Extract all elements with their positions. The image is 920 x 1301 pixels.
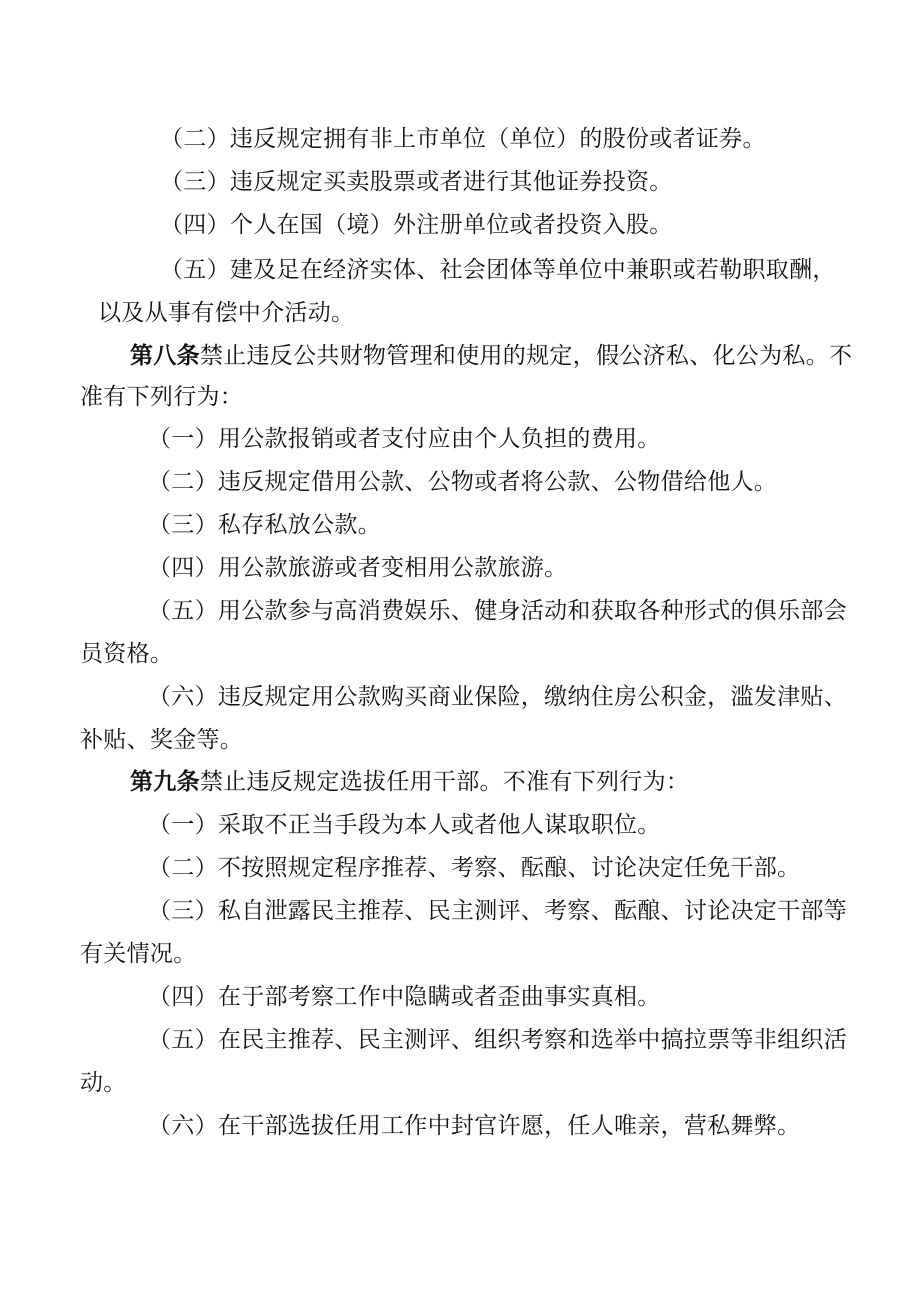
item-4-overseas: （四）个人在国（境）外注册单位或者投资入股。 bbox=[160, 212, 673, 238]
article-8-label: 第八条 bbox=[130, 343, 200, 369]
item-5-continuation: 以及从事有偿中介活动。 bbox=[98, 300, 355, 326]
a8-item-1: （一）用公款报销或者支付应由个人负担的费用。 bbox=[148, 426, 661, 452]
a8-item-6-continuation: 补贴、奖金等。 bbox=[80, 727, 244, 753]
article-8-continuation: 准有下列行为： bbox=[80, 384, 244, 410]
item-2-securities: （二）违反规定拥有非上市单位（单位）的股份或者证券。 bbox=[160, 126, 766, 152]
article-8-text: 禁止违反公共财物管理和使用的规定，假公济私、化公为私。不 bbox=[199, 343, 853, 369]
a9-item-3: （三）私自泄露民主推荐、民主测评、考察、酝酿、讨论决定干部等 bbox=[148, 898, 847, 924]
a9-item-5-continuation: 动。 bbox=[80, 1070, 127, 1096]
a8-item-2: （二）违反规定借用公款、公物或者将公款、公物借给他人。 bbox=[148, 469, 778, 495]
a8-item-3: （三）私存私放公款。 bbox=[148, 512, 381, 538]
item-5-part-time: （五）建及足在经济实体、社会团体等单位中兼职或若勒职取酬， bbox=[160, 257, 836, 283]
article-9-paragraph bbox=[130, 767, 689, 797]
article-9-label: 第九条 bbox=[130, 769, 200, 795]
a8-item-6: （六）违反规定用公款购买商业保险，缴纳住房公积金，滥发津贴、 bbox=[148, 684, 847, 710]
a9-item-5: （五）在民主推荐、民主测评、组织考察和选举中搞拉票等非组织活 bbox=[148, 1027, 847, 1053]
item-3-stocks: （三）违反规定买卖股票或者进行其他证券投资。 bbox=[160, 169, 673, 195]
a9-item-1: （一）采取不正当手段为本人或者他人谋取职位。 bbox=[148, 812, 661, 838]
a9-item-4: （四）在于部考察工作中隐瞒或者歪曲事实真相。 bbox=[148, 984, 661, 1010]
a8-item-5-continuation: 员资格。 bbox=[80, 641, 174, 667]
article-9-text: 禁止违反规定选拔任用干部。不准有下列行为： bbox=[199, 769, 690, 795]
a8-item-4: （四）用公款旅游或者变相用公款旅游。 bbox=[148, 555, 568, 581]
a9-item-3-continuation: 有关情况。 bbox=[80, 941, 197, 967]
a9-item-6: （六）在干部选拔任用工作中封官许愿，任人唯亲，营私舞弊。 bbox=[148, 1113, 801, 1139]
a9-item-2: （二）不按照规定程序推荐、考察、酝酿、讨论决定任免干部。 bbox=[148, 855, 801, 881]
article-8-paragraph bbox=[130, 341, 852, 371]
a8-item-5: （五）用公款参与高消费娱乐、健身活动和获取各种形式的俱乐部会 bbox=[148, 598, 847, 624]
